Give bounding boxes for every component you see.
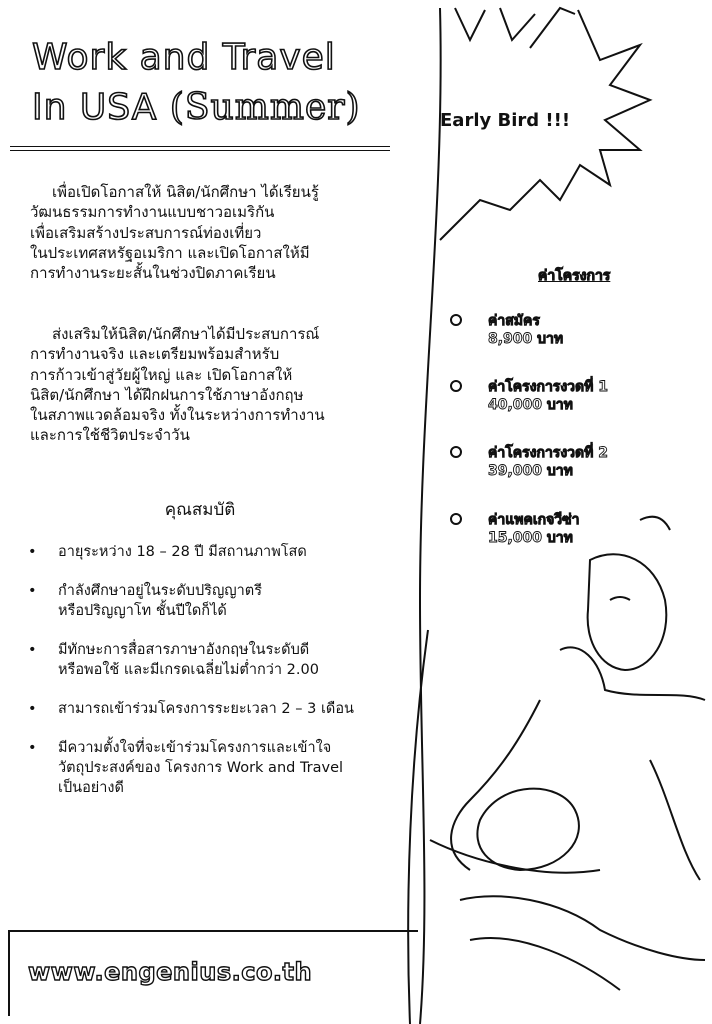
circle-bullet-icon [450, 380, 462, 392]
qualifications-heading: คุณสมบัติ [164, 500, 236, 520]
qualification-text: หรือปริญญาโท ชั้นปีใดก็ได้ [58, 603, 227, 619]
intro-line: นิสิต/นักศึกษา ได้ฝึกฝนการใช้ภาษาอังกฤษ [30, 385, 304, 404]
fee-label: ค่าโครงการงวดที่ 1 [488, 379, 608, 395]
bullet: • [28, 701, 37, 717]
bullet: • [28, 544, 37, 560]
intro-paragraph-1 [30, 182, 390, 283]
qualification-item [28, 699, 408, 719]
qualification-text: มีความตั้งใจที่จะเข้าร่วมโครงการและเข้าใจ [58, 740, 332, 756]
fee-amount: 8,900 บาท [488, 331, 564, 347]
fee-item [450, 378, 690, 414]
intro-line: วัฒนธรรมการทำงานแบบชาวอเมริกัน [30, 203, 275, 222]
title-line-2-season: (Summer) [169, 87, 361, 128]
qualification-text: สามารถเข้าร่วมโครงการระยะเวลา 2 – 3 เดือน [58, 701, 354, 717]
fee-amount: 15,000 บาท [488, 530, 573, 546]
qualification-text: กำลังศึกษาอยู่ในระดับปริญญาตรี [58, 583, 263, 599]
title-line-2 [32, 86, 361, 130]
fee-item [450, 444, 690, 480]
website-url[interactable]: www.engenius.co.th [28, 958, 313, 986]
intro-line: ในสภาพแวดล้อมจริง ทั้งในระหว่างการทำงาน [30, 406, 325, 425]
bullet: • [28, 642, 37, 658]
intro-line: การก้าวเข้าสู่วัยผู้ใหญ่ และ เปิดโอกาสให้ [30, 365, 293, 384]
qualification-text: เป็นอย่างดี [58, 780, 124, 796]
qualifications-list [28, 542, 408, 817]
early-bird-label: Early Bird !!! [440, 110, 571, 131]
fees-heading: ค่าโครงการ [538, 268, 611, 284]
intro-paragraph-2 [30, 324, 390, 446]
title-line-2-prefix: In USA [32, 87, 170, 128]
intro-line: การทำงานระยะสั้นในช่วงปิดภาคเรียน [30, 264, 276, 283]
fee-amount: 40,000 บาท [488, 397, 573, 413]
qualification-text: หรือพอใช้ และมีเกรดเฉลี่ยไม่ต่ำกว่า 2.00 [58, 662, 319, 678]
qualification-item [28, 581, 408, 621]
fee-amount: 39,000 บาท [488, 463, 573, 479]
qualification-text: วัตถุประสงค์ของ โครงการ Work and Travel [58, 760, 344, 776]
intro-line: เพื่อเสริมสร้างประสบการณ์ท่องเที่ยว [30, 223, 262, 242]
intro-line: การทำงานจริง และเตรียมพร้อมสำหรับ [30, 345, 280, 364]
bullet: • [28, 740, 37, 756]
circle-bullet-icon [450, 314, 462, 326]
intro-line: ส่งเสริมให้นิสิต/นักศึกษาได้มีประสบการณ์ [52, 325, 320, 343]
fee-item [450, 312, 690, 348]
intro-line: ในประเทศสหรัฐอเมริกา และเปิดโอกาสให้มี [30, 243, 310, 262]
title-divider [10, 146, 390, 151]
intro-line: และการใช้ชีวิตประจำวัน [30, 426, 190, 445]
qualification-item [28, 640, 408, 680]
circle-bullet-icon [450, 513, 462, 525]
qualification-text: อายุระหว่าง 18 – 28 ปี มีสถานภาพโสด [58, 544, 307, 560]
qualification-item [28, 738, 408, 798]
fee-item [450, 511, 690, 547]
bullet: • [28, 583, 37, 599]
intro-line: เพื่อเปิดโอกาสให้ นิสิต/นักศึกษา ได้เรียนรู้ [52, 183, 319, 201]
qualification-item [28, 542, 408, 562]
title-line-1: Work and Travel [32, 37, 336, 78]
fee-label: ค่าโครงการงวดที่ 2 [488, 445, 608, 461]
circle-bullet-icon [450, 446, 462, 458]
fee-label: ค่าสมัคร [488, 313, 540, 329]
fee-label: ค่าแพคเกจวีซ่า [488, 512, 580, 528]
qualification-text: มีทักษะการสื่อสารภาษาอังกฤษในระดับดี [58, 642, 310, 658]
